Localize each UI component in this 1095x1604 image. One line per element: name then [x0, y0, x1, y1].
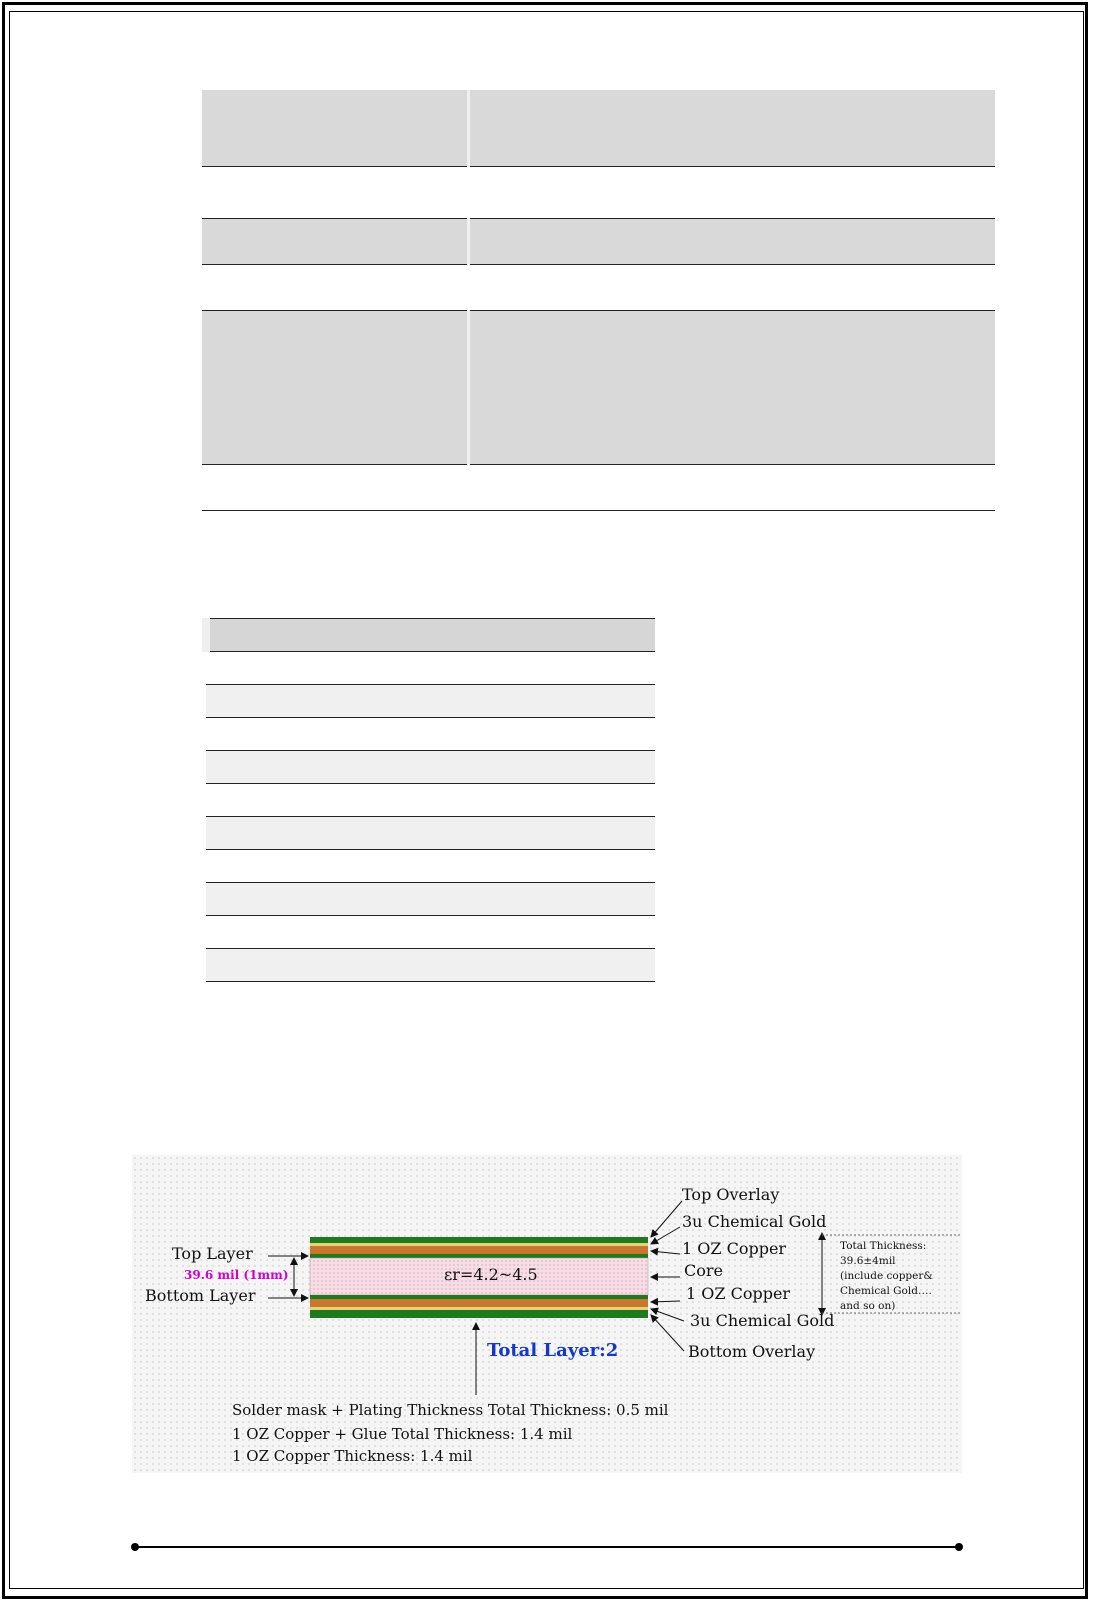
bottom-prepreg-layer — [310, 1295, 648, 1299]
table-header-row — [206, 619, 655, 652]
table-row — [206, 718, 655, 751]
table-row — [202, 465, 995, 511]
pcb-stackup-diagram — [132, 1155, 962, 1473]
top-prepreg-layer — [310, 1254, 648, 1258]
top-copper-layer — [310, 1246, 648, 1254]
label-bottom-overlay: Bottom Overlay — [688, 1342, 816, 1361]
bottom-copper-layer — [310, 1299, 648, 1307]
top-gold-layer — [310, 1243, 648, 1246]
label-copper-top: 1 OZ Copper — [682, 1239, 787, 1258]
spec-table-top — [202, 90, 995, 511]
label-copper-bottom: 1 OZ Copper — [686, 1284, 791, 1303]
note-copper-glue: 1 OZ Copper + Glue Total Thickness: 1.4 mil — [232, 1425, 573, 1443]
table-row — [206, 883, 655, 916]
table-row — [206, 916, 655, 949]
table-row — [202, 219, 995, 265]
label-bottom-layer: Bottom Layer — [145, 1286, 256, 1305]
bottom-overlay-layer — [310, 1310, 648, 1318]
label-dielectric: εr=4.2~4.5 — [444, 1265, 538, 1284]
table-row — [206, 751, 655, 784]
footer-rule — [135, 1546, 959, 1548]
label-thickness-mm: 39.6 mil (1mm) — [184, 1268, 289, 1282]
table-row — [206, 652, 655, 685]
table-row — [206, 817, 655, 850]
top-overlay-layer — [310, 1237, 648, 1243]
table-row — [202, 167, 995, 219]
table-row — [206, 949, 655, 982]
note-copper-thickness: 1 OZ Copper Thickness: 1.4 mil — [232, 1447, 473, 1465]
stackup-table — [202, 618, 655, 982]
table-row — [206, 685, 655, 718]
label-chemical-gold-bottom: 3u Chemical Gold — [690, 1311, 835, 1330]
label-top-layer: Top Layer — [172, 1244, 253, 1263]
table-row — [202, 265, 995, 311]
bottom-gold-layer — [310, 1307, 648, 1310]
label-total-layer: Total Layer:2 — [487, 1340, 619, 1361]
label-top-overlay: Top Overlay — [682, 1185, 780, 1204]
footer-dot-right — [955, 1543, 963, 1551]
table-row — [202, 311, 995, 465]
table-row — [202, 90, 995, 167]
table-row — [206, 784, 655, 817]
total-thickness-note: Total Thickness: 39.6±4mil (include copper& Chemical Gold…. and so on) — [840, 1240, 933, 1312]
table-row — [206, 850, 655, 883]
label-core: Core — [684, 1261, 723, 1280]
note-solder-mask: Solder mask + Plating Thickness Total Thickness: 0.5 mil — [232, 1401, 669, 1419]
label-chemical-gold-top: 3u Chemical Gold — [682, 1212, 827, 1231]
